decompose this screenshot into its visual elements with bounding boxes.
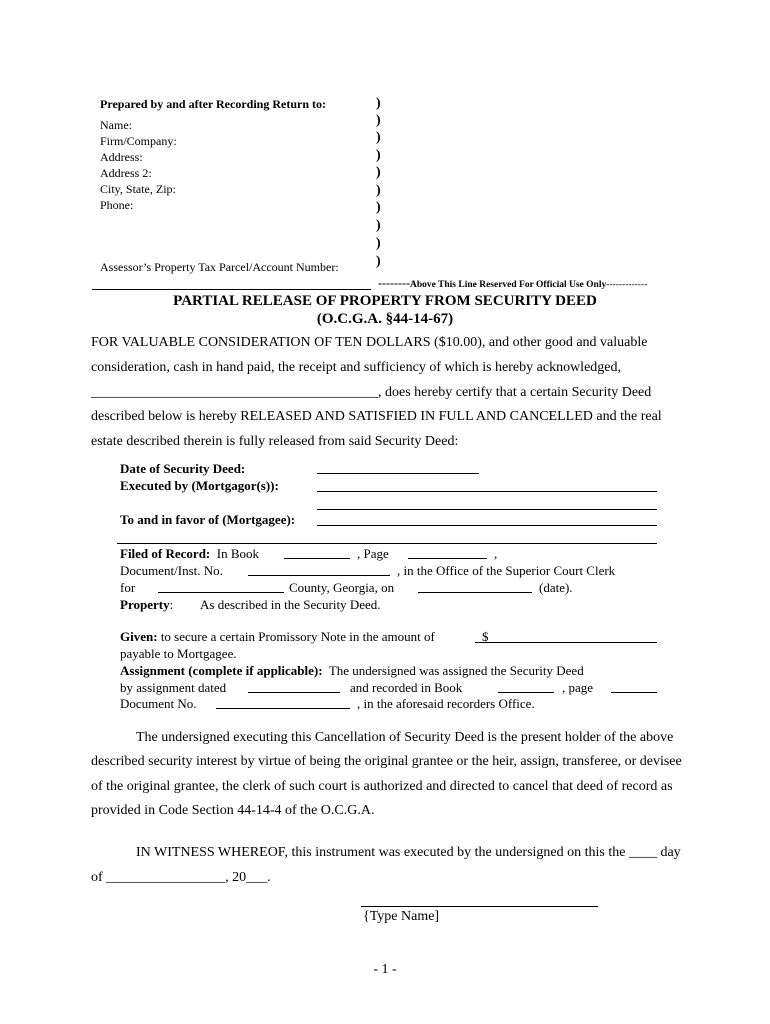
executed-by-label: Executed by (Mortgagor(s)): xyxy=(120,478,279,493)
document-title: PARTIAL RELEASE OF PROPERTY FROM SECURITY DEED xyxy=(173,293,597,309)
property-label: Property xyxy=(120,597,170,612)
body-line: provided in Code Section 44-14-4 of the O.C.G.A. xyxy=(91,803,375,818)
property-colon: : xyxy=(169,597,174,612)
mortgagee-label: To and in favor of (Mortgagee): xyxy=(120,512,296,527)
official-use-tail: ------------- xyxy=(606,280,648,290)
official-use-note xyxy=(378,277,647,291)
bracket: ) xyxy=(376,148,381,163)
phone-label: Phone: xyxy=(100,198,134,212)
assignment-book-line[interactable] xyxy=(498,692,554,693)
body-line: described security interest by virtue of being the original grantee or the heir, assign, transferee, or devisee xyxy=(91,754,682,769)
official-use-text: Above This Line Reserved For Official Use Only xyxy=(409,280,607,290)
bracket: ) xyxy=(376,218,381,233)
mortgagee-line[interactable] xyxy=(317,525,657,526)
section-rule xyxy=(117,543,657,544)
given-text: to secure a certain Promissory Note in the amount of xyxy=(160,629,435,644)
given-row xyxy=(120,628,435,645)
date-suffix: (date). xyxy=(539,580,573,595)
official-use-dashes: -------- xyxy=(378,276,410,290)
in-book-label: In Book xyxy=(216,546,260,561)
assignment-dated-label: by assignment dated xyxy=(120,680,227,695)
assignment-page-label: , page xyxy=(562,680,594,695)
county-line[interactable] xyxy=(158,592,284,593)
assignment-page-line[interactable] xyxy=(611,692,657,693)
page-line[interactable] xyxy=(408,558,487,559)
body-line: of the original grantee, the clerk of such court is authorized and directed to cancel that deed of record as xyxy=(91,779,673,794)
county-georgia-text: County, Georgia, on xyxy=(289,580,395,595)
doc-inst-label: Document/Inst. No. xyxy=(120,563,223,578)
doc-inst-line[interactable] xyxy=(248,575,390,576)
property-row xyxy=(120,596,173,613)
bracket: ) xyxy=(376,200,381,215)
bracket: ) xyxy=(376,130,381,145)
intro-line: described below is hereby RELEASED AND SATISFIED IN FULL AND CANCELLED and the real xyxy=(91,409,662,424)
dollar-sign: $ xyxy=(482,629,489,644)
given-label: Given: xyxy=(120,629,158,644)
bracket: ) xyxy=(376,96,381,111)
date-of-deed-line[interactable] xyxy=(317,473,479,474)
mortgagor-line[interactable] xyxy=(317,491,657,492)
page-comma: , xyxy=(494,546,498,561)
body-line: The undersigned executing this Cancellation of Security Deed is the present holder of the above xyxy=(136,730,674,745)
assignment-doc-line[interactable] xyxy=(216,708,350,709)
signature-line[interactable] xyxy=(361,906,598,907)
bracket: ) xyxy=(376,254,381,269)
book-line[interactable] xyxy=(284,558,350,559)
intro-line: consideration, cash in hand paid, the receipt and sufficiency of which is hereby acknowledged, xyxy=(91,360,622,375)
bracket: ) xyxy=(376,165,381,180)
witness-line: IN WITNESS WHEREOF, this instrument was executed by the undersigned on this the ____ day xyxy=(136,845,681,860)
filed-of-record-label: Filed of Record: xyxy=(120,546,211,561)
filed-of-record-row xyxy=(120,545,259,562)
page-number: - 1 - xyxy=(373,962,397,977)
payable-text: payable to Mortgagee. xyxy=(120,646,237,661)
signer-name: {Type Name] xyxy=(363,909,440,924)
assignment-row xyxy=(120,662,584,679)
witness-line: of _________________, 20___. xyxy=(91,870,271,885)
date-of-deed-label: Date of Security Deed: xyxy=(120,461,246,476)
parcel-number-label: Assessor’s Property Tax Parcel/Account Number: xyxy=(100,260,339,274)
assignment-text: The undersigned was assigned the Security Deed xyxy=(328,663,584,678)
recorded-in-book-label: and recorded in Book xyxy=(350,680,463,695)
address-label: Address: xyxy=(100,150,143,164)
intro-line: FOR VALUABLE CONSIDERATION OF TEN DOLLARS ($10.00), and other good and valuable xyxy=(91,335,648,350)
bracket: ) xyxy=(376,236,381,251)
name-label: Name: xyxy=(100,118,132,132)
bracket: ) xyxy=(376,113,381,128)
page-label: , Page xyxy=(357,546,389,561)
superior-court-text: , in the Office of the Superior Court Clerk xyxy=(397,563,616,578)
bracket: ) xyxy=(376,183,381,198)
assignment-label: Assignment (complete if applicable): xyxy=(120,663,323,678)
intro-line: estate described therein is fully released from said Security Deed: xyxy=(91,434,459,449)
statute-citation: (O.C.G.A. §44-14-67) xyxy=(316,311,454,327)
mortgagor-line-2[interactable] xyxy=(317,509,657,510)
assignment-date-line[interactable] xyxy=(248,692,340,693)
prepared-by-label: Prepared by and after Recording Return to: xyxy=(100,97,326,111)
record-date-line[interactable] xyxy=(418,592,532,593)
firm-label: Firm/Company: xyxy=(100,134,177,148)
property-value: As described in the Security Deed. xyxy=(200,597,381,612)
address2-label: Address 2: xyxy=(100,166,152,180)
amount-line[interactable] xyxy=(475,642,657,643)
intro-line: _________________________________________, does hereby certify that a certain Security Deed xyxy=(91,385,652,400)
recorders-office-text: , in the aforesaid recorders Office. xyxy=(357,696,535,711)
official-use-rule xyxy=(92,289,371,290)
assignment-doc-label: Document No. xyxy=(120,696,197,711)
for-label: for xyxy=(120,580,136,595)
city-state-zip-label: City, State, Zip: xyxy=(100,182,176,196)
